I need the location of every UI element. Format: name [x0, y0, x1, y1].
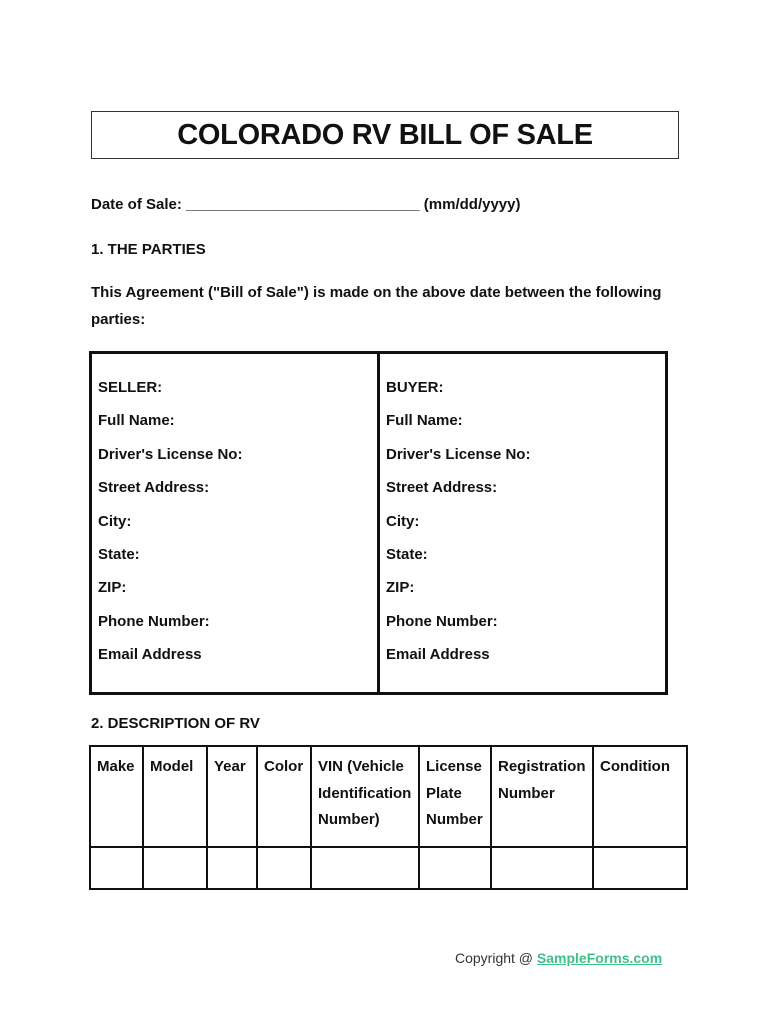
rv-description-table	[89, 745, 688, 890]
buyer-column	[377, 354, 665, 692]
rv-cell-model[interactable]	[143, 847, 207, 889]
rv-col-year: Year	[207, 746, 257, 847]
section-parties-heading: 1. THE PARTIES	[91, 241, 206, 258]
section-rv-heading: 2. DESCRIPTION OF RV	[91, 715, 260, 732]
seller-zip: ZIP:	[98, 579, 127, 597]
buyer-street-address: Street Address:	[386, 479, 498, 497]
rv-cell-registration[interactable]	[491, 847, 593, 889]
rv-col-color: Color	[257, 746, 311, 847]
sampleforms-link[interactable]: SampleForms.com	[536, 950, 663, 966]
seller-column	[92, 354, 377, 692]
seller-street-address: Street Address:	[98, 479, 210, 497]
rv-col-license-plate: License Plate Number	[419, 746, 491, 847]
seller-city: City:	[98, 512, 132, 530]
document-title: COLORADO RV BILL OF SALE	[177, 118, 593, 151]
copyright-footer	[455, 950, 662, 966]
buyer-heading: BUYER:	[386, 379, 444, 396]
copyright-prefix: Copyright @	[455, 950, 537, 966]
seller-phone-number: Phone Number:	[98, 612, 210, 630]
buyer-state: State:	[386, 545, 428, 563]
rv-header-row	[90, 746, 687, 847]
title-box	[91, 111, 679, 159]
rv-cell-license-plate[interactable]	[419, 847, 491, 889]
buyer-email-address: Email Address	[386, 646, 490, 664]
rv-col-vin: VIN (Vehicle Identification Number)	[311, 746, 419, 847]
buyer-city: City:	[386, 512, 420, 530]
parties-table	[89, 351, 668, 695]
buyer-phone-number: Phone Number:	[386, 612, 498, 630]
seller-state: State:	[98, 545, 140, 563]
buyer-drivers-license: Driver's License No:	[386, 445, 531, 463]
seller-email-address: Email Address	[98, 646, 202, 664]
seller-heading: SELLER:	[98, 379, 163, 396]
seller-drivers-license: Driver's License No:	[98, 445, 243, 463]
buyer-zip: ZIP:	[386, 579, 415, 597]
rv-cell-vin[interactable]	[311, 847, 419, 889]
rv-cell-condition[interactable]	[593, 847, 687, 889]
seller-full-name: Full Name:	[98, 412, 175, 430]
rv-col-condition: Condition	[593, 746, 687, 847]
rv-col-registration: Registration Number	[491, 746, 593, 847]
rv-cell-year[interactable]	[207, 847, 257, 889]
rv-col-model: Model	[143, 746, 207, 847]
rv-col-make: Make	[90, 746, 143, 847]
agreement-paragraph: This Agreement ("Bill of Sale") is made on the above date between the following parties:	[91, 284, 662, 328]
rv-cell-color[interactable]	[257, 847, 311, 889]
rv-entry-row	[90, 847, 687, 889]
date-of-sale-line: Date of Sale: ____________________________ (mm/dd/yyyy)	[91, 196, 521, 213]
rv-cell-make[interactable]	[90, 847, 143, 889]
buyer-full-name: Full Name:	[386, 412, 463, 430]
